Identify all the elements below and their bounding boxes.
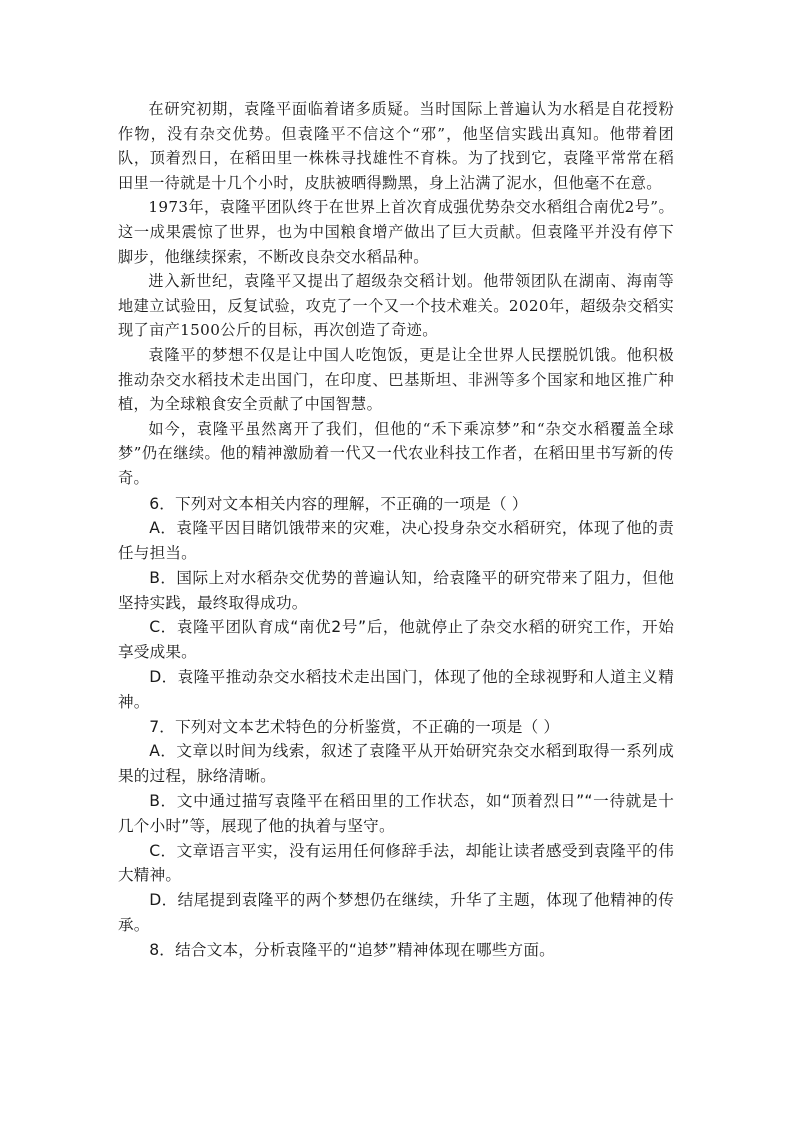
passage-paragraph: 1973年，袁隆平团队终于在世界上首次育成强优势杂交水稻组合南优2号”。这一成果震惊了世界，也为中国粮食增产做出了巨大贡献。但袁隆平并没有停下脚步，他继续探索，不断改良杂交水稻品种。: [118, 198, 674, 266]
question-stem: 7．下列对文本艺术特色的分析鉴赏，不正确的一项是（ ）: [149, 717, 560, 736]
document-page: [118, 97, 674, 963]
question-stem: 6．下列对文本相关内容的理解，不正确的一项是（ ）: [149, 494, 528, 513]
question-6: [118, 492, 674, 715]
option-c: C．文章语言平实，没有运用任何修辞手法，却能让读者感受到袁隆平的伟大精神。: [118, 841, 674, 885]
option-a: A．袁隆平因目睹饥饿带来的灾难，决心投身杂交水稻研究，体现了他的责任与担当。: [118, 519, 674, 563]
reading-passage: [118, 97, 674, 491]
passage-paragraph: 袁隆平的梦想不仅是让中国人吃饱饭，更是让全世界人民摆脱饥饿。他积极推动杂交水稻技术走出国门，在印度、巴基斯坦、非洲等多个国家和地区推广种植，为全球粮食安全贡献了中国智慧。: [118, 345, 674, 414]
option-b: B．国际上对水稻杂交优势的普遍认知，给袁隆平的研究带来了阻力，但他坚持实践，最终取得成功。: [118, 568, 674, 612]
passage-paragraph: 进入新世纪，袁隆平又提出了超级杂交稻计划。他带领团队在湖南、海南等地建立试验田，反复试验，攻克了一个又一个技术难关。2020年，超级杂交稻实现了亩产1500公斤的目标，再次创造了奇迹。: [118, 272, 674, 340]
option-a: A．文章以时间为线索，叙述了袁隆平从开始研究杂交水稻到取得一系列成果的过程，脉络清晰。: [118, 742, 674, 786]
option-b: B．文中通过描写袁隆平在稻田里的工作状态，如“顶着烈日”“一待就是十几个小时”等，展现了他的执着与坚守。: [118, 792, 674, 835]
question-8: [118, 938, 674, 963]
question-7: [118, 715, 674, 938]
question-stem: 8．结合文本，分析袁隆平的“追梦”精神体现在哪些方面。: [149, 940, 555, 959]
option-d: D．袁隆平推动杂交水稻技术走出国门，体现了他的全球视野和人道主义精神。: [118, 668, 674, 711]
question-section: [118, 492, 674, 963]
passage-paragraph: 在研究初期，袁隆平面临着诸多质疑。当时国际上普遍认为水稻是自花授粉作物，没有杂交优势。但袁隆平不信这个“邪”，他坚信实践出真知。他带着团队，顶着烈日，在稻田里一株株寻找雄性不育株。为了找到它，袁隆平常常在稻田里一待就是十几个小时，皮肤被晒得黝黑，身上沾满了泥水，但他毫不在意。: [118, 100, 674, 192]
passage-paragraph: 如今，袁隆平虽然离开了我们，但他的“禾下乘凉梦”和“杂交水稻覆盖全球梦”仍在继续。他的精神激励着一代又一代农业科技工作者，在稻田里书写新的传奇。: [118, 419, 674, 487]
option-c: C．袁隆平团队育成“南优2号”后，他就停止了杂交水稻的研究工作，开始享受成果。: [118, 618, 674, 662]
option-d: D．结尾提到袁隆平的两个梦想仍在继续，升华了主题，体现了他精神的传承。: [118, 891, 674, 935]
